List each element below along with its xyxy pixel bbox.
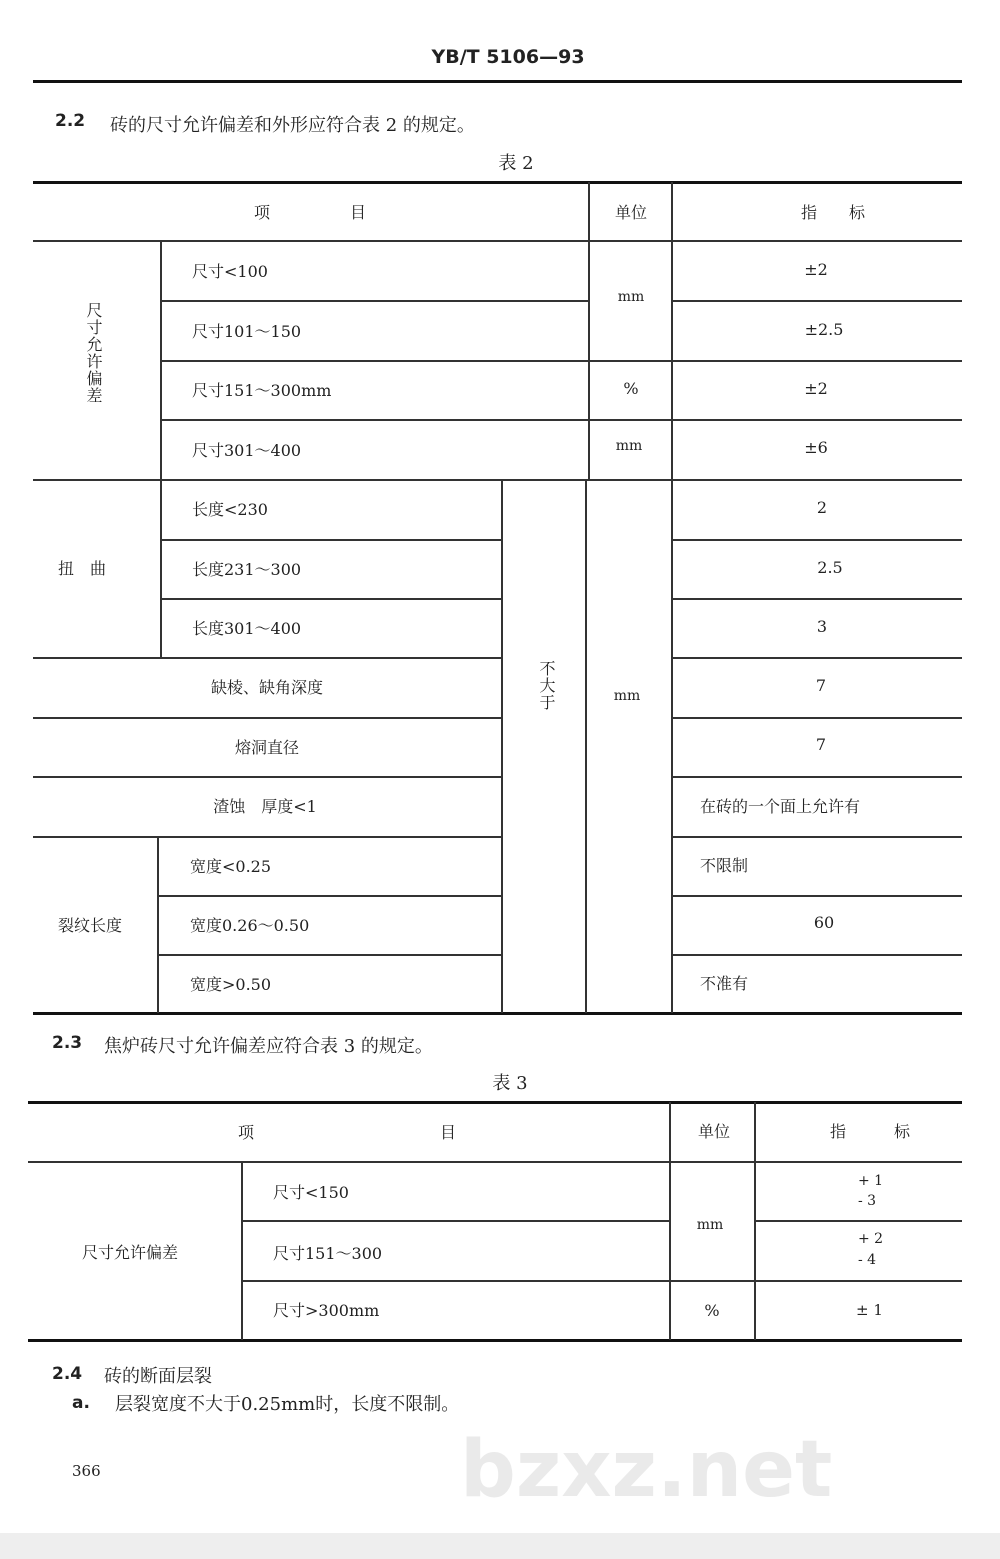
rule xyxy=(33,657,502,659)
rule xyxy=(160,241,162,658)
rule xyxy=(33,717,502,719)
unit: mm xyxy=(613,688,641,704)
section-2-2-number: 2.2 xyxy=(55,111,86,131)
tolerance-plus: + 2 xyxy=(858,1231,884,1247)
row-item: 宽度<0.25 xyxy=(190,857,272,876)
rule xyxy=(160,419,962,421)
header-item: 项 目 xyxy=(253,203,367,222)
row-value: 不限制 xyxy=(700,856,749,875)
not-more-than: 不大于 xyxy=(537,660,556,711)
rule xyxy=(160,598,502,600)
rule xyxy=(28,1161,962,1163)
row-value: 不准有 xyxy=(700,974,749,993)
rule xyxy=(672,954,962,956)
item-a-text: 层裂宽度不大于0.25mm时，长度不限制。 xyxy=(115,1394,460,1415)
standard-number: YB/T 5106—93 xyxy=(431,46,585,68)
rule xyxy=(28,1339,962,1342)
tolerance-minus: - 4 xyxy=(858,1252,877,1268)
row-value: ±2 xyxy=(804,260,828,279)
row-value: 60 xyxy=(813,913,835,932)
section-2-4-number: 2.4 xyxy=(52,1364,83,1384)
row-value: 7 xyxy=(815,676,827,695)
rule xyxy=(672,836,962,838)
unit: % xyxy=(704,1301,720,1320)
rule xyxy=(160,539,502,541)
header-unit: 单位 xyxy=(614,203,648,222)
group-size-deviation: 尺寸允许偏差 xyxy=(82,1243,179,1262)
section-2-2-text: 砖的尺寸允许偏差和外形应符合表 2 的规定。 xyxy=(110,115,475,136)
section-2-4-text: 砖的断面层裂 xyxy=(104,1366,212,1387)
header-item-2: 目 xyxy=(440,1123,457,1142)
header-rule xyxy=(33,80,962,83)
row-value: ±6 xyxy=(804,438,828,457)
row-item: 宽度>0.50 xyxy=(190,975,272,994)
unit: mm xyxy=(696,1217,724,1233)
row-item: 尺寸>300mm xyxy=(273,1301,380,1320)
rule xyxy=(33,240,962,242)
rule xyxy=(672,895,962,897)
section-2-3-number: 2.3 xyxy=(52,1033,83,1053)
watermark: bzxz.net xyxy=(460,1425,833,1515)
group-crack-length: 裂纹长度 xyxy=(58,916,123,935)
row-value: ±2 xyxy=(804,379,828,398)
item-a-label: a. xyxy=(72,1393,90,1413)
rule xyxy=(669,1102,671,1340)
rule xyxy=(33,1012,962,1015)
rule xyxy=(672,300,962,302)
rule xyxy=(672,717,962,719)
row-item: 尺寸301～400 xyxy=(192,441,302,460)
row-value: ±2.5 xyxy=(804,320,844,339)
unit: % xyxy=(623,379,639,398)
rule xyxy=(671,182,673,1013)
header-unit: 单位 xyxy=(697,1122,731,1141)
section-2-3-text: 焦炉砖尺寸允许偏差应符合表 3 的规定。 xyxy=(104,1036,433,1057)
rule xyxy=(755,1220,962,1222)
row-item: 长度<230 xyxy=(192,500,268,519)
row-item: 长度301～400 xyxy=(192,619,302,638)
table-2-caption: 表 2 xyxy=(498,153,534,174)
rule xyxy=(160,360,962,362)
row-item: 尺寸101～150 xyxy=(192,322,302,341)
rule xyxy=(501,480,503,1013)
rule xyxy=(33,776,502,778)
row-value: ± 1 xyxy=(856,1301,883,1319)
row-item: 缺棱、缺角深度 xyxy=(210,678,324,697)
header-index: 指 标 xyxy=(800,203,866,222)
row-item: 尺寸151～300mm xyxy=(192,381,332,400)
row-value: 3 xyxy=(816,617,828,636)
row-item: 熔洞直径 xyxy=(234,738,300,757)
rule xyxy=(672,657,962,659)
rule xyxy=(157,895,502,897)
table-3-caption: 表 3 xyxy=(492,1073,528,1094)
group-size-deviation: 尺寸允许偏差 xyxy=(84,302,103,404)
rule xyxy=(672,539,962,541)
rule xyxy=(157,954,502,956)
rule xyxy=(241,1162,243,1340)
page-number: 366 xyxy=(72,1462,101,1480)
rule xyxy=(157,837,159,1013)
unit: mm xyxy=(615,438,643,454)
header-item-1: 项 xyxy=(238,1123,255,1142)
row-item: 尺寸<100 xyxy=(192,262,268,281)
rule xyxy=(672,776,962,778)
rule xyxy=(754,1102,756,1340)
unit: mm xyxy=(617,289,645,305)
header-index: 指 标 xyxy=(829,1122,911,1141)
row-value: 2 xyxy=(816,498,828,517)
rule xyxy=(28,1101,962,1104)
rule xyxy=(588,182,590,480)
rule xyxy=(242,1220,670,1222)
rule xyxy=(33,181,962,184)
row-value: 7 xyxy=(815,735,827,754)
row-item: 尺寸151～300 xyxy=(273,1244,383,1263)
row-item: 尺寸<150 xyxy=(273,1183,349,1202)
rule xyxy=(242,1280,962,1282)
tolerance-plus: + 1 xyxy=(858,1173,884,1189)
rule xyxy=(33,836,502,838)
page-footer-band xyxy=(0,1533,1000,1559)
tolerance-minus: - 3 xyxy=(858,1193,877,1209)
rule xyxy=(160,300,588,302)
row-value: 在砖的一个面上允许有 xyxy=(700,797,861,816)
row-value: 2.5 xyxy=(817,558,843,577)
rule xyxy=(33,479,962,481)
rule xyxy=(672,598,962,600)
row-item: 渣蚀 厚度<1 xyxy=(213,797,317,816)
row-item: 长度231～300 xyxy=(192,560,302,579)
rule xyxy=(585,480,587,1013)
row-item: 宽度0.26～0.50 xyxy=(190,916,310,935)
group-twist: 扭 曲 xyxy=(58,559,107,578)
